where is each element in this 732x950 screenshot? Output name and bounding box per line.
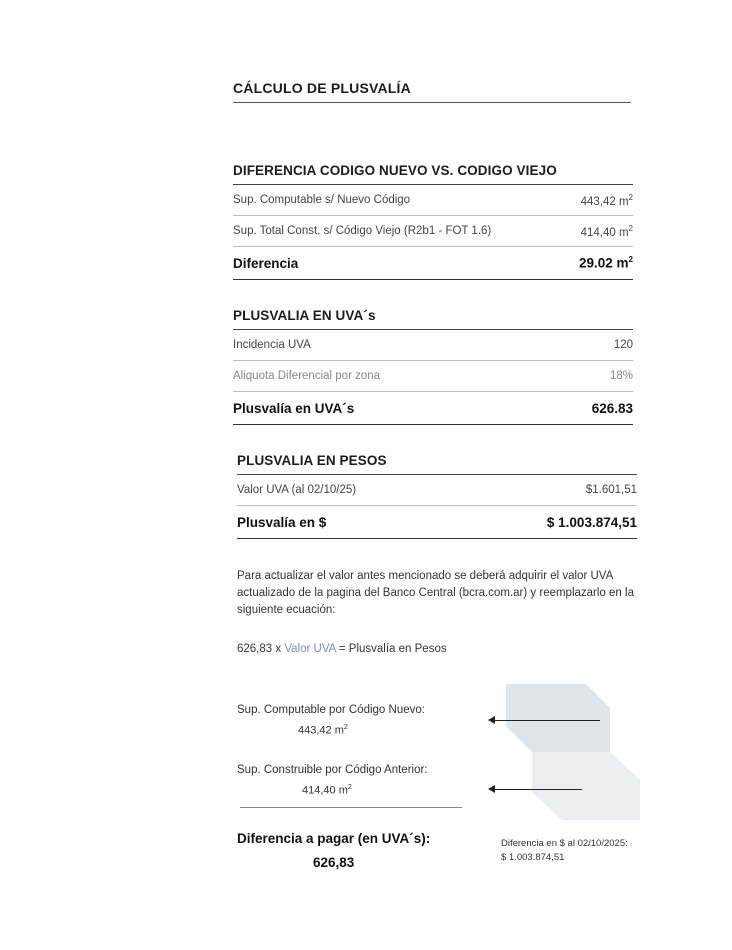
total-label: Plusvalía en UVA´s — [233, 400, 355, 416]
difference-note-value: $ 1.003.874,51 — [501, 852, 565, 863]
total-value: 626.83 — [591, 400, 633, 416]
section-heading: DIFERENCIA CODIGO NUEVO VS. CODIGO VIEJO — [233, 163, 633, 185]
divider — [240, 807, 462, 808]
total-value: 29.02 $m^2$ — [579, 255, 633, 271]
arrow-left-icon — [490, 720, 600, 721]
total-value: $ 1.003.874,51 — [546, 514, 637, 530]
total-label: Diferencia — [233, 255, 299, 271]
table-row — [233, 330, 633, 361]
table-row — [233, 361, 633, 392]
page-title: CÁLCULO DE PLUSVALÍA — [233, 80, 631, 103]
row-value: 18% — [609, 370, 633, 382]
update-instructions: Para actualizar el valor antes mencionado se deberá adquirir el valor UVA actualizado de la pagina del Banco Central (bcra.com.ar) y reemplazarlo en la siguiente ecuación: — [237, 570, 634, 616]
new-code-value: 443,42 $m^2$ — [298, 724, 348, 737]
row-label: Aliquota Diferencial por zona — [233, 370, 381, 382]
arrow-left-icon — [490, 789, 582, 790]
section-heading: PLUSVALIA EN PESOS — [237, 453, 637, 475]
row-value: 120 — [613, 339, 633, 351]
total-row — [237, 506, 637, 539]
row-label: Incidencia UVA — [233, 339, 311, 351]
total-label: Plusvalía en $ — [237, 514, 327, 530]
difference-value: 626,83 — [313, 855, 355, 870]
equation: 626,83 x Valor UVA = Plusvalía en Pesos — [237, 643, 447, 655]
section-uva-gain — [233, 308, 633, 425]
section-pesos-gain — [237, 453, 637, 539]
row-value: 414,40 $m^2$ — [580, 223, 633, 239]
total-row — [233, 247, 633, 280]
new-code-label: Sup. Computable por Código Nuevo: — [237, 704, 425, 716]
row-value: 443,42 $m^2$ — [580, 192, 633, 208]
row-label: Valor UVA (al 02/10/25) — [237, 484, 357, 496]
row-value: $1.601,51 — [585, 484, 637, 496]
section-code-difference — [233, 163, 633, 280]
table-row — [237, 475, 637, 506]
row-label: Sup. Computable s/ Nuevo Código — [233, 194, 411, 206]
table-row — [233, 185, 633, 216]
equation-highlight: Valor UVA — [284, 643, 336, 655]
difference-note-label: Diferencia en $ al 02/10/2025: — [501, 838, 628, 849]
total-row — [233, 392, 633, 425]
table-row — [233, 216, 633, 247]
section-heading: PLUSVALIA EN UVA´s — [233, 308, 633, 330]
row-label: Sup. Total Const. s/ Código Viejo (R2b1 - FOT 1.6) — [233, 225, 492, 237]
surface-diagram-graphic — [500, 680, 640, 820]
old-code-value: 414,40 $m^2$ — [302, 784, 352, 797]
old-code-label: Sup. Construible por Código Anterior: — [237, 764, 428, 776]
difference-label: Diferencia a pagar (en UVA´s): — [237, 831, 431, 846]
